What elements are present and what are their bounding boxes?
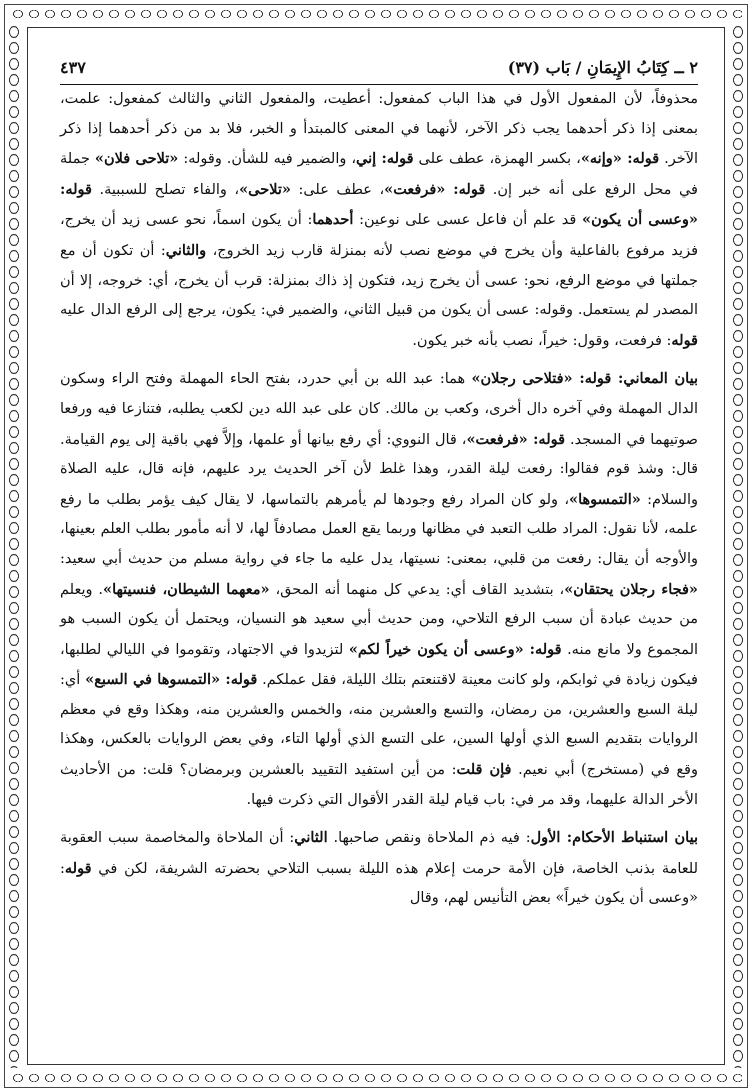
text-run: : أن يكون اسماً، نحو عسى زيد أن يخرج، فزيد مرفوع بالفاعلية وأن يخرج في موضع نصب لأنه بمنزلة قارب زيد الخروج، (60, 212, 699, 259)
page-content (60, 56, 698, 914)
bold-text-run: قوله: «فرفعت» (466, 430, 566, 448)
paragraph-meanings (60, 364, 698, 815)
text-run: : من أين استفيد التقييد بالعشرين وبرمضان؟ قلت: من الأحاديث الأخر الدالة عليهما، وقد مر في: باب قيام ليلة القدر الأقوال التي ذكرت فيها. (60, 762, 698, 808)
bold-text-run: الثاني (294, 829, 328, 847)
text-run: ، عطف على: (290, 181, 385, 198)
text-run: لتزيدوا في الاجتهاد، وتقوموا في الليالي لطلبها، فيكون زيادة في ثوابكم، ولو كانت معينة لاقتنعتم بتلك الليلة، فقل عملكم. (60, 641, 698, 689)
text-run: ، بكسر الهمزة، عطف على (413, 151, 581, 168)
bold-text-run: قوله: «وعسى أن يكون» (60, 180, 698, 229)
text-run: ، والضمير فيه للشأن. وقوله: (178, 151, 357, 168)
text-run: محذوفاً، لأن المفعول الأول في هذا الباب كمفعول: أعطيت، والمفعول الثاني والثالث كمفعول: علمت، بمعنى إذا ذكر أحدهما يجب ذكر الآخر، لأنهما في المعنى كالمبتدأ و الخبر، فلا بد من ذكر أحدهما إذا ذكر الآخر. (60, 91, 698, 168)
text-run: جملة في محل الرفع على أنه خبر إن. (60, 151, 698, 198)
page-number: ٤٣٧ (60, 58, 86, 77)
bold-text-run: بيان استنباط الأحكام: الأول (530, 829, 698, 847)
page-header (60, 56, 698, 85)
text-run: : فرفعت، وقول: خيراً، نصب بأنه خبر يكون. (412, 332, 672, 349)
text-run: أي: ليلة السبع والعشرين، من رمضان، والتسع والعشرين منه، والخمس والعشرين منه، وهكذا وقع في معظم الروايات بتقديم السبع الذي أولها السين، على التسع الذي أولها التاء، وفي بعض الروايات بالعكس، وهكذا وقع في (مستخرج) أبي نعيم. (60, 672, 698, 779)
bold-text-run: «التمسوها» (569, 490, 641, 508)
text-run: ، والفاء تصلح للسببية. (91, 181, 240, 198)
bold-text-run: بيان المعاني: قوله: «فتلاحى رجلان» (471, 370, 698, 388)
bold-text-run: قوله: «التمسوها في السبع» (85, 671, 258, 689)
bold-text-run: قوله (64, 859, 92, 877)
text-run: ، بتشديد القاف أي: يدعي كل منهما أنه المحق، (269, 581, 565, 598)
ornamental-border-top (10, 6, 742, 22)
ornamental-border-bottom (10, 1070, 742, 1086)
bold-text-run: قوله: «وعسى أن يكون خيراً لكم» (348, 640, 562, 658)
running-title: ٢ ــ كِتَابُ الإِيمَانِ / بَاب (٣٧) (507, 58, 698, 77)
text-run: ، قال النووي: أي رفع بيانها أو علمها، وإلاَّ فهي باقية إلى يوم القيامة. قال: وشذ قوم فقالوا: رفعت ليلة القدر، وهذا غلط لأن آخر الحديث يرد عليهم، فإنه قال، عليه الصلاة والسلام: (60, 431, 698, 508)
text-run: : أن الملاحاة والمخاصمة سبب العقوبة للعامة بذنب الخاصة، فإن الأمة حرمت إعلام هذه الليلة بسبب التلاحي بحضرته الشريفة، لكن في (60, 830, 698, 877)
text-run: : أن تكون أن مع جملتها في موضع الرفع، نحو: عسى أن يخرج زيد، فتكون إذ ذاك بمنزلة: قرب أن يخرج، أي: خروجه، إلا أن المصدر لم يستعمل. وقوله: عسى أن يكون من قبيل الثاني، والضمير في: يكون، يرجع إلى الرفع الدال عليه (60, 242, 698, 319)
bold-text-run: فإن قلت (456, 761, 512, 779)
ornamental-border-right (730, 24, 746, 1068)
text-run: : «وعسى أن يكون خيراً» بعض التأنيس لهم، وقال (60, 860, 698, 907)
bold-text-run: والثاني (165, 241, 207, 259)
bold-text-run: قوله: إني (356, 150, 414, 168)
bold-text-run: «تلاحى فلان» (94, 150, 179, 168)
bold-text-run: «معهما الشيطان، فنسيتها» (103, 580, 270, 598)
text-run: ، ولو كان المراد رفع وجودها لم يأمرهم بالتماسها، لا يقال كيف يؤمر بطلب ما رفع علمه، لأنا نقول: المراد طلب التعبد في مظانها وربما يقع العمل مصادفاً لها، لا أنه مأمور بطلب العلم بعينها، والأوجه أن يقال: رفعت من قلبي، بمعنى: نسيتها، يدل عليه ما جاء في رواية مسلم من حديث أبي سعيد: (60, 491, 698, 567)
bold-text-run: قوله (671, 331, 698, 349)
paragraph-grammar (60, 85, 698, 356)
bold-text-run: «تلاحى» (239, 180, 291, 198)
bold-text-run: «فجاء رجلان يحتقان» (564, 580, 698, 598)
text-run: قد علم أن فاعل عسى على نوعين: (353, 212, 583, 229)
text-run: . ويعلم من حديث عبادة أن سبب الرفع التلاحي، ومن حديث أبي سعيد هو النسيان، ويحتمل أن يكون السبب هو المجموع ولا مانع منه. (60, 581, 699, 658)
text-run: : فيه ذم الملاحاة ونقص صاحبها. (327, 830, 531, 847)
text-run: هما: عبد الله بن أبي حدرد، بفتح الحاء المهملة وفتح الراء وسكون الدال المهملة وفي آخره دال أخرى، وكعب بن مالك. كان على عبد الله دين لكعب يطلبه، فتنازعا فيه ورفعا صوتيهما في المسجد. (60, 371, 698, 448)
bold-text-run: قوله: «وإنه» (580, 150, 660, 168)
bold-text-run: أحدهما (312, 211, 354, 229)
ornamental-border-left (6, 24, 22, 1068)
paragraph-rulings (60, 823, 698, 914)
bold-text-run: قوله: «فرفعت» (384, 180, 486, 198)
